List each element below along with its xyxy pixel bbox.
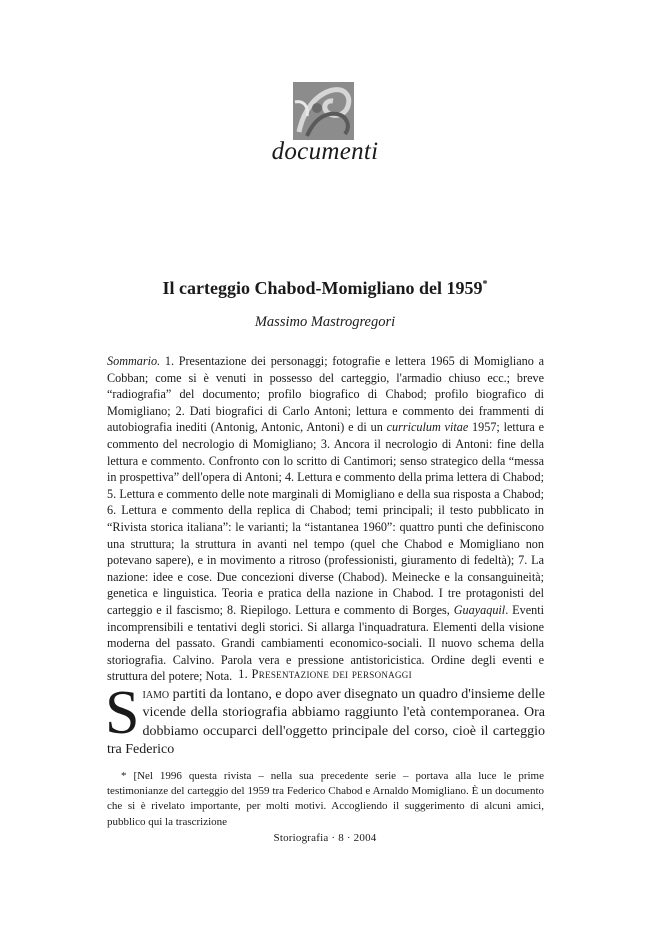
body-text: partiti da lontano, e dopo aver disegnato un quadro d'insieme delle vicende della storiografia abbiamo raggiunto l'età contemporanea. Ora dobbiamo occuparci dell'oggetto principale del corso, cioè il carteggio tra Federico	[107, 687, 545, 758]
summary-italic-1: curriculum vitae	[386, 420, 469, 435]
first-word-rest: iamo	[142, 687, 170, 702]
journal-emblem-icon	[293, 82, 354, 140]
article-title-text: Il carteggio Chabod-Momigliano del 1959	[162, 278, 483, 298]
footnote: * [Nel 1996 questa rivista – nella sua precedente serie – portava alla luce le prime testimonianze del carteggio del 1959 tra Federico Chabod e Arnaldo Momigliano. È un documento che si è rivelato importante, per molti motivi. Accogliendo il suggerimento di alcuni amici, pubblico qui la trascrizione	[107, 770, 544, 828]
body-paragraph	[105, 679, 545, 760]
drop-cap: S	[105, 679, 140, 747]
summary-paragraph	[107, 353, 544, 685]
article-author: Massimo Mastrogregori	[254, 314, 396, 330]
summary-text-3: . Eventi incomprensibili e tentativi degli storici. Si allarga l'inquadratura. Elementi della visione moderna del passato. Grandi cambiamenti economico-sociali. Il nuovo schema della storiografia. Calvino. Parola vera e pressione antistoricistica. Ordine degli eventi e struttura del potere; Nota.	[107, 602, 544, 684]
article-title	[0, 278, 650, 299]
summary-text-2: 1957; lettura e commento del necrologio di Momigliano; 3. Ancora il necrologio di Antoni: fine della lettura e commento. Confronto con lo scritto di Cantimori; senso strategico della “messa in prospettiva” dell'opera di Antoni; 4. Lettura e commento della prima lettera di Chabod; 5. Lettura e commento delle note marginali di Momigliano e della sua risposta a Chabod; 6. Lettura e commento della replica di Chabod; temi principali; il testo pubblicato in “Rivista storica italiana”: le varianti; la “istantanea 1960”: quattro punti che definiscono una struttura; la struttura in avanti nel tempo (quel che Chabod e Momigliano non potevano sapere), e in movimento a ritroso (professionisti, giuramento di fedeltà); 7. La nazione: idee e cose. Due concezioni diverse (Chabod). Meinecke e la consanguineità; genetica e linguistica. Teoria e pratica della nazione in Chabod. I tre protagonisti del carteggio e il fascismo; 8. Riepilogo. Lettura e commento di Borges,	[107, 420, 544, 617]
section-label: documenti	[271, 138, 379, 165]
summary-lead: Sommario.	[107, 354, 161, 368]
title-footnote-mark: *	[482, 279, 488, 290]
summary-italic-2: Guayaquil	[453, 602, 506, 617]
summary-text-1: 1. Presentazione dei personaggi; fotografie e lettera 1965 di Momigliano a Cobban; come si è venuti in possesso del carteggio, l'armadio chiuso ecc.; breve “radiografia” del documento; profilo biografico di Chabod; profilo biografico di Momigliano; 2. Dati biografici di Carlo Antoni; lettura e commento dei frammenti di autobiografia inediti (Antonig, Antonic, Antoni) e di un	[107, 354, 544, 435]
section-heading: 1. Presentazione dei personaggi	[238, 667, 412, 681]
page-footer: Storiografia · 8 · 2004	[273, 832, 377, 844]
